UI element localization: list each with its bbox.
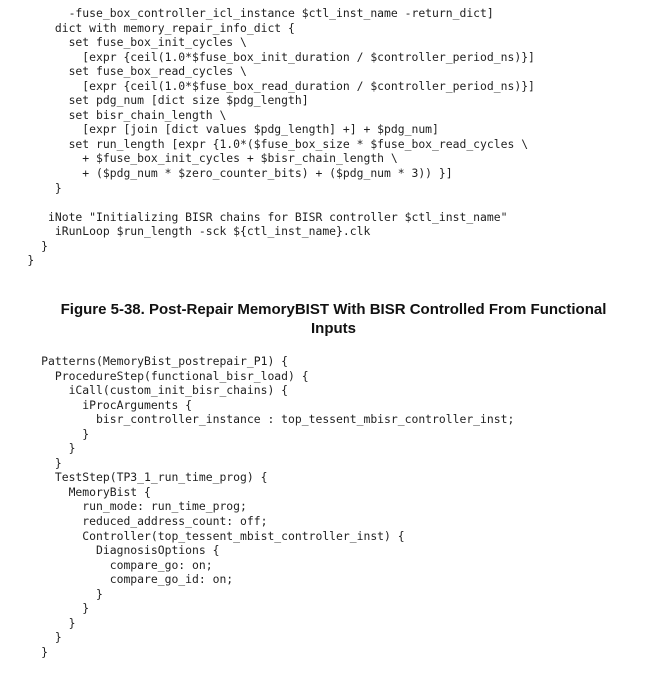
code-line: }: [0, 253, 35, 268]
code-line: }: [0, 601, 90, 616]
code-line: [expr {ceil(1.0*$fuse_box_read_duration / $controller_period_ns)}]: [0, 78, 535, 93]
code-line: iCall(custom_init_bisr_chains) {: [0, 383, 289, 398]
figure-caption-line: Inputs: [311, 320, 356, 337]
code-line: set fuse_box_read_cycles \: [0, 64, 247, 79]
code-line: }: [0, 630, 62, 645]
code-line: Patterns(MemoryBist_postrepair_P1) {: [0, 354, 289, 368]
code-line: set bisr_chain_length \: [0, 107, 227, 122]
code-line: bisr_controller_instance : top_tessent_mbisr_controller_inst;: [0, 412, 515, 427]
code-line: set fuse_box_init_cycles \: [0, 35, 247, 50]
code-line: }: [0, 455, 62, 470]
code-line: -fuse_box_controller_icl_instance $ctl_inst_name -return_dict]: [0, 6, 494, 20]
code-line: run_mode: run_time_prog;: [0, 499, 247, 514]
code-line: + $fuse_box_init_cycles + $bisr_chain_length \: [0, 151, 398, 166]
code-line: + ($pdg_num * $zero_counter_bits) + ($pdg_num * 3)) }]: [0, 166, 453, 181]
code-line: compare_go: on;: [0, 557, 213, 572]
tcl-code-listing: [0, 6, 535, 268]
code-line: }: [0, 238, 49, 253]
code-line: [expr [join [dict values $pdg_length] +] + $pdg_num]: [0, 122, 439, 137]
code-line: compare_go_id: on;: [0, 572, 234, 587]
code-line: set pdg_num [dict size $pdg_length]: [0, 93, 309, 108]
figure-caption: [0, 300, 667, 338]
code-line: DiagnosisOptions {: [0, 543, 220, 558]
code-line: iNote "Initializing BISR chains for BISR controller $ctl_inst_name": [0, 209, 508, 224]
figure-caption-line: Figure 5-38. Post-Repair MemoryBIST With BISR Controlled From Functional: [60, 301, 607, 318]
code-line: }: [0, 180, 62, 195]
code-line: iProcArguments {: [0, 397, 193, 412]
code-line: }: [0, 586, 103, 601]
code-line: MemoryBist {: [0, 484, 151, 499]
pattern-spec-code-listing: [0, 354, 514, 659]
code-line: }: [0, 644, 49, 659]
code-line: ProcedureStep(functional_bisr_load) {: [0, 368, 309, 383]
code-line: iRunLoop $run_length -sck ${ctl_inst_name}.clk: [0, 224, 371, 239]
code-line: }: [0, 426, 90, 441]
code-line: TestStep(TP3_1_run_time_prog) {: [0, 470, 268, 485]
code-line: dict with memory_repair_info_dict {: [0, 20, 295, 35]
code-line: }: [0, 441, 76, 456]
code-line: Controller(top_tessent_mbist_controller_inst) {: [0, 528, 405, 543]
code-line: set run_length [expr {1.0*($fuse_box_size * $fuse_box_read_cycles \: [0, 136, 529, 151]
code-line: [expr {ceil(1.0*$fuse_box_init_duration / $controller_period_ns)}]: [0, 49, 535, 64]
code-line: }: [0, 615, 76, 630]
code-line: reduced_address_count: off;: [0, 514, 268, 529]
code-line-blank: [0, 195, 535, 210]
